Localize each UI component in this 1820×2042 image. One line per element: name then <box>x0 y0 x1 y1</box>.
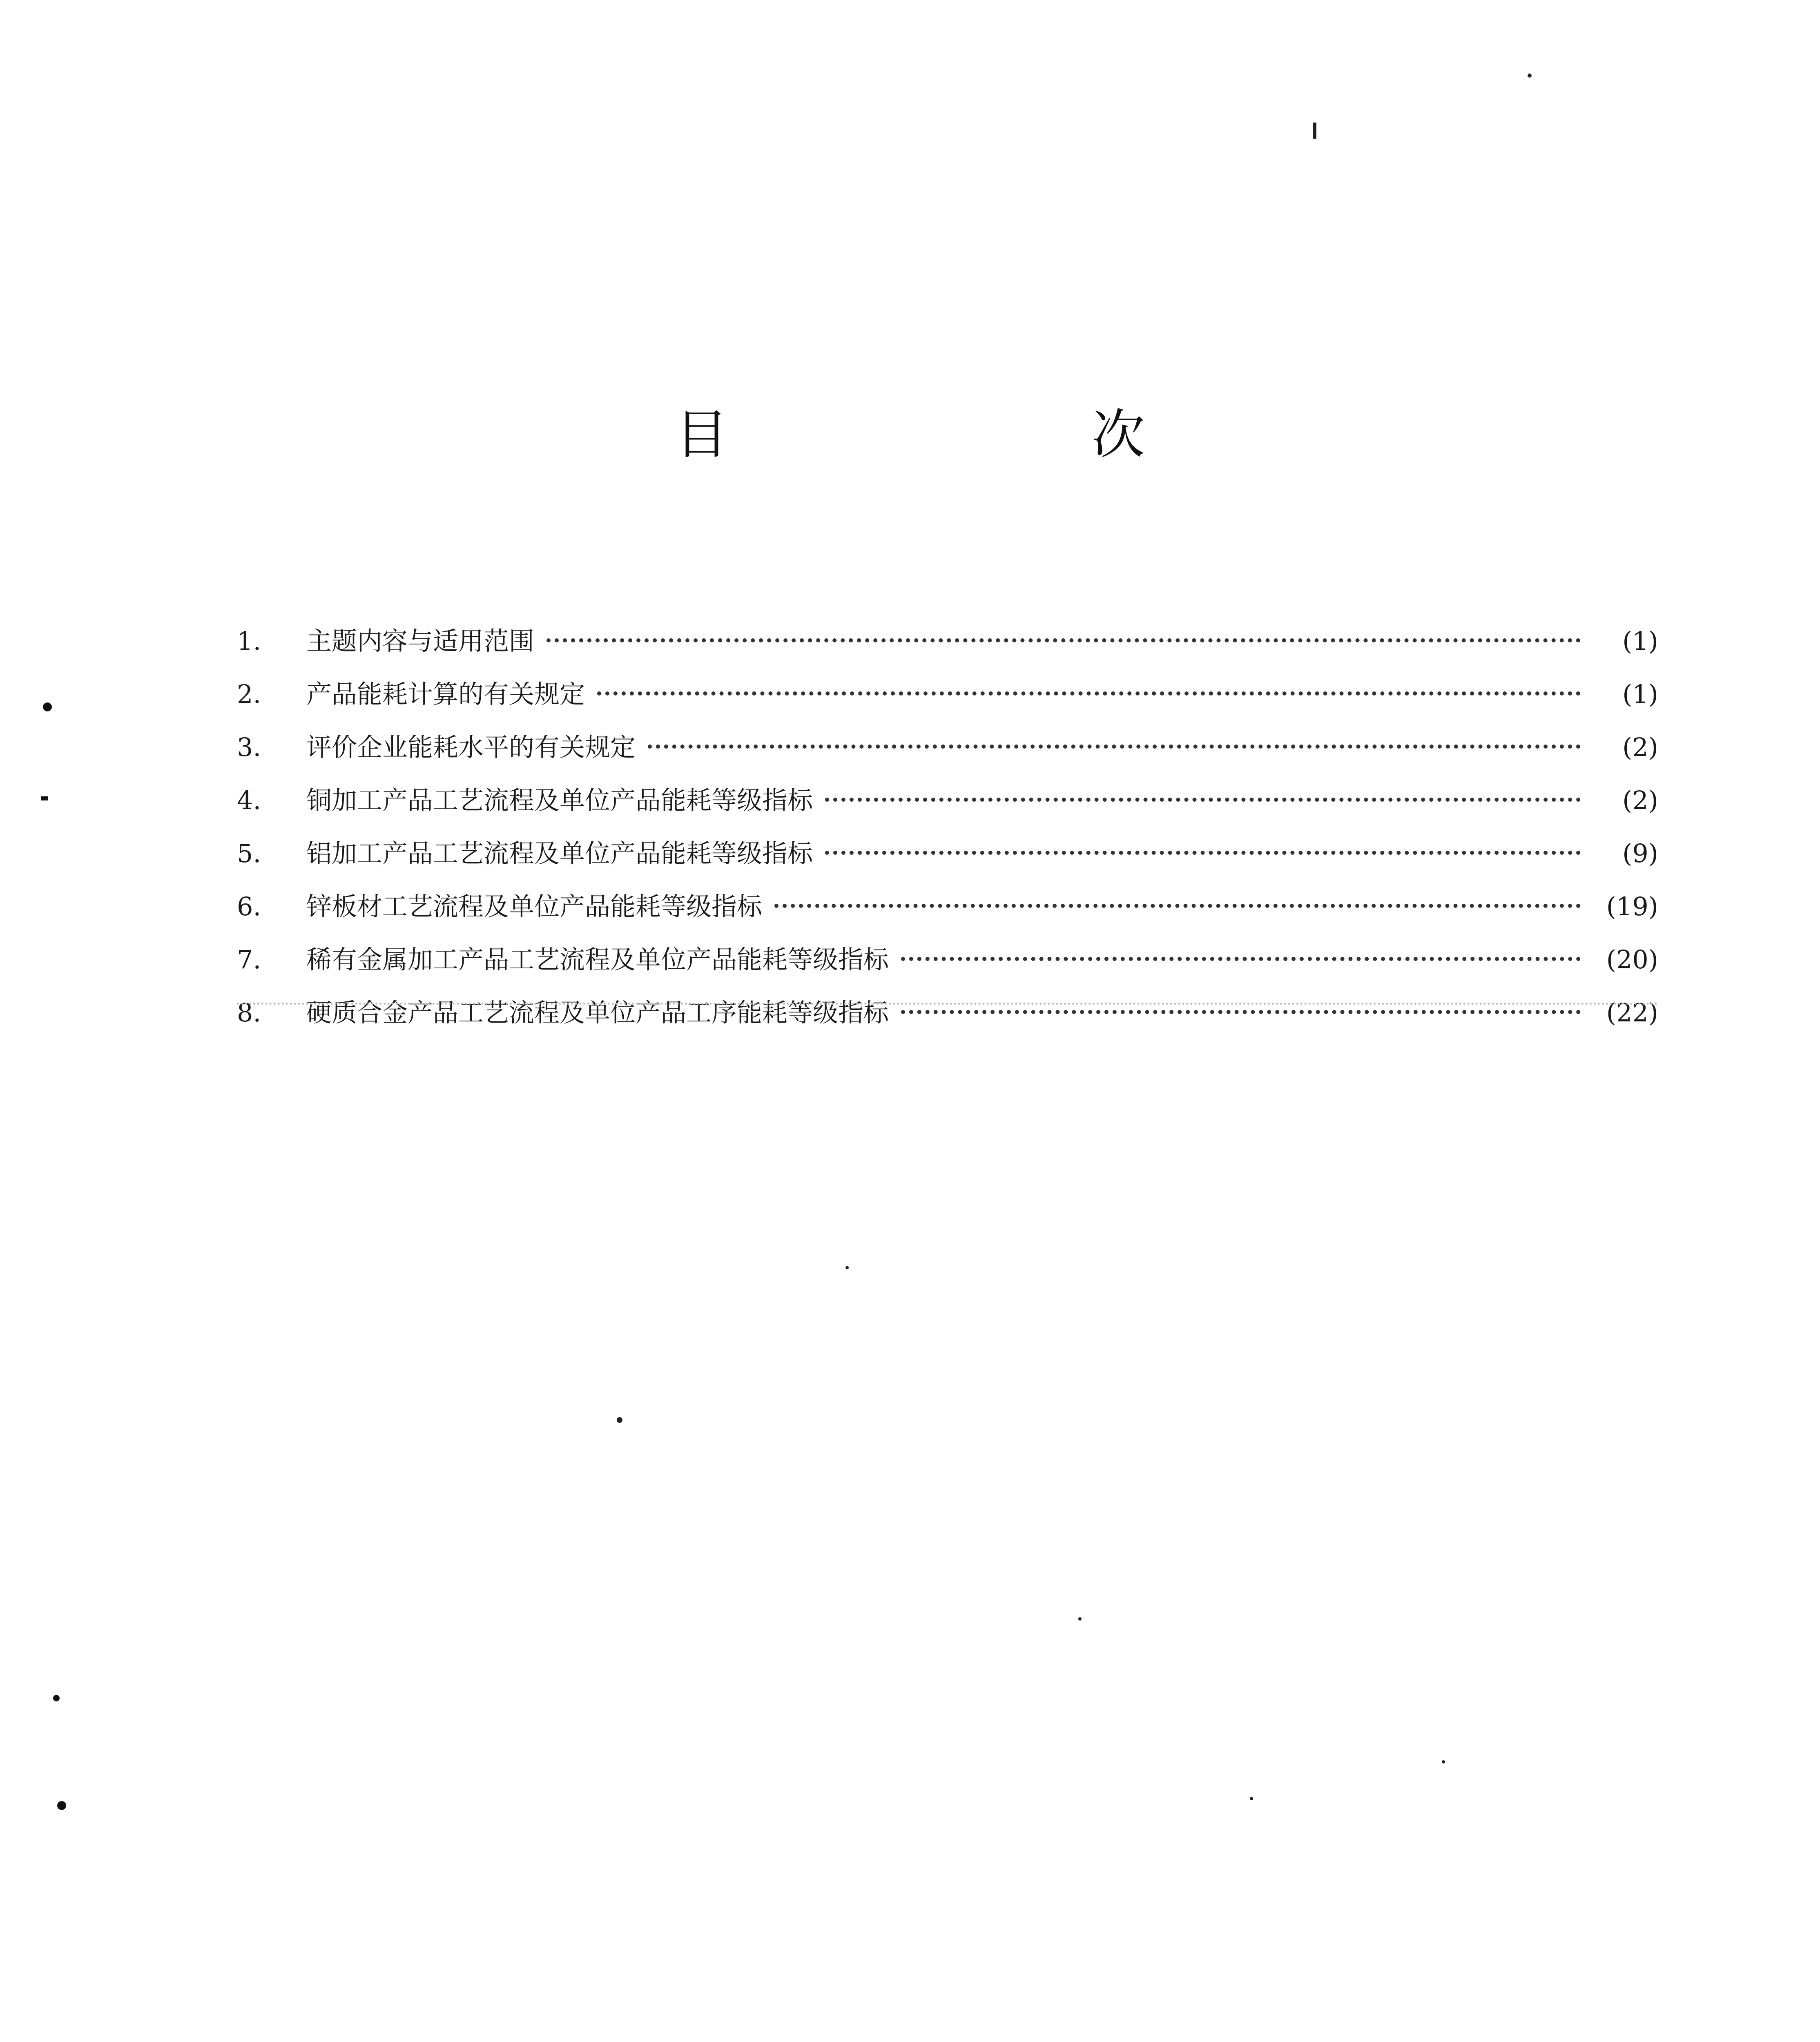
toc-entry-title: 稀有金属加工产品工艺流程及单位产品能耗等级指标 <box>306 945 889 974</box>
toc-leader-dots <box>901 1010 1581 1014</box>
toc-leader-dots <box>648 745 1581 749</box>
toc-entry[interactable] <box>237 986 1658 1039</box>
toc-leader-dots <box>774 904 1581 908</box>
scan-speck <box>1078 1617 1082 1621</box>
toc-entry-title: 铜加工产品工艺流程及单位产品能耗等级指标 <box>306 785 813 815</box>
toc-entry-number: 7. <box>237 945 261 974</box>
scan-speck <box>1442 1760 1445 1763</box>
toc-entry-page: (2) <box>1622 732 1658 762</box>
toc-entry-page: (1) <box>1622 626 1658 656</box>
toc-bottom-rule <box>237 1003 1658 1005</box>
page-title: 目 次 <box>675 403 1300 466</box>
toc-leader-dots <box>825 798 1581 802</box>
toc-entry-page: (1) <box>1622 679 1658 709</box>
toc-entry-title: 主题内容与适用范围 <box>306 626 535 656</box>
toc-entry-page: (2) <box>1622 785 1658 815</box>
scan-edge-mark <box>53 1695 60 1701</box>
toc-entry-number: 8. <box>237 998 261 1028</box>
toc-entry[interactable] <box>237 615 1658 668</box>
toc-leader-dots <box>901 957 1581 961</box>
scan-speck <box>1313 123 1316 139</box>
scan-edge-mark <box>57 1801 66 1810</box>
toc-entry-number: 6. <box>237 892 261 921</box>
toc-entry-page: (22) <box>1606 998 1658 1028</box>
toc-leader-dots <box>546 638 1581 642</box>
toc-entry-page: (20) <box>1606 945 1658 974</box>
toc-entry-title: 硬质合金产品工艺流程及单位产品工序能耗等级指标 <box>306 998 889 1028</box>
toc-entry[interactable] <box>237 668 1658 721</box>
toc-entry[interactable] <box>237 721 1658 774</box>
toc-entry[interactable] <box>237 933 1658 986</box>
toc-entry-number: 5. <box>237 838 261 868</box>
scan-edge-mark <box>43 702 52 711</box>
toc-leader-dots <box>825 851 1581 855</box>
toc-entry-page: (19) <box>1606 892 1658 921</box>
toc-entry-number: 2. <box>237 679 261 709</box>
toc-leader-dots <box>597 691 1581 696</box>
toc-entry-title: 锌板材工艺流程及单位产品能耗等级指标 <box>306 892 763 921</box>
toc-entry-page: (9) <box>1622 838 1658 868</box>
toc-entry-number: 1. <box>237 626 261 656</box>
toc-entry-title: 铝加工产品工艺流程及单位产品能耗等级指标 <box>306 838 813 868</box>
toc-entry[interactable] <box>237 827 1658 880</box>
toc-entry[interactable] <box>237 880 1658 933</box>
toc-entry-number: 4. <box>237 785 261 815</box>
toc-entry-title: 评价企业能耗水平的有关规定 <box>306 732 636 762</box>
toc-entry-number: 3. <box>237 732 261 762</box>
toc-entry[interactable] <box>237 774 1658 827</box>
toc-entry-title: 产品能耗计算的有关规定 <box>306 679 585 709</box>
scan-speck <box>1528 74 1532 78</box>
scan-speck <box>617 1417 622 1423</box>
scan-edge-mark <box>41 796 48 800</box>
scan-speck <box>1250 1797 1253 1800</box>
table-of-contents <box>237 615 1658 1039</box>
scan-speck <box>845 1266 849 1269</box>
